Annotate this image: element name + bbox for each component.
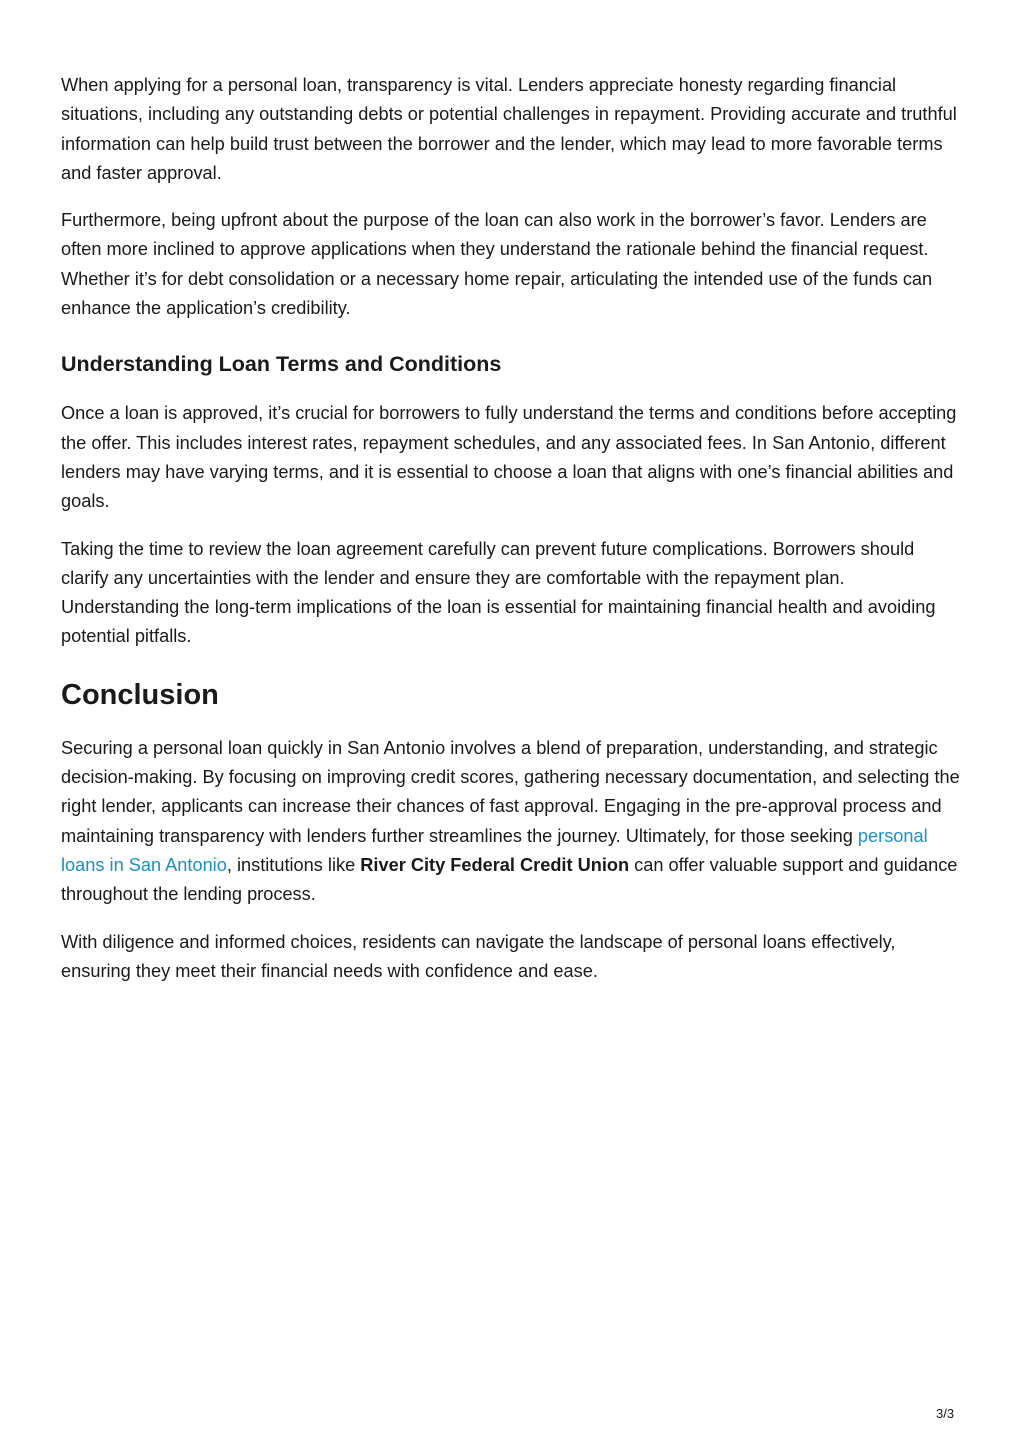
paragraph-transparency: When applying for a personal loan, transparency is vital. Lenders appreciate honesty regarding financial situations, including any outstanding debts or potential challenges in repayment. Providing accurate and truthful information can help build trust between the borrower and the lender, which may lead to more favorable terms and faster approval.: [61, 75, 957, 183]
paragraph-closing: With diligence and informed choices, residents can navigate the landscape of personal loans effectively, ensuring they meet their financial needs with confidence and ease.: [61, 931, 896, 981]
paragraph-review-agreement: Taking the time to review the loan agreement carefully can prevent future complications. Borrowers should clarify any uncertainties with the lender and ensure they are comfortable with the repayment plan. Understanding the long-term implications of the loan is essential for maintaining financial health and avoiding potential pitfalls.: [61, 538, 936, 647]
personal-loans-link[interactable]: personal loans in San Antonio: [61, 825, 928, 875]
conclusion-text-end: can offer valuable support and guidance throughout the lending process.: [61, 854, 958, 905]
conclusion-text-middle: , institutions like: [226, 854, 361, 875]
conclusion-text-start: Securing a personal loan quickly in San Antonio involves a blend of preparation, understanding, and strategic decision-making. By focusing on improving credit scores, gathering necessary documentation, and selecting the right lender, applicants can increase their chances of fast approval. Engaging in the pre-approval process and maintaining transparency with lenders further streamlines the journey. Ultimately, for those seeking: [61, 737, 960, 846]
heading-loan-terms: Understanding Loan Terms and Conditions: [61, 352, 502, 377]
credit-union-name: River City Federal Credit Union: [360, 854, 630, 875]
document-body: [61, 71, 963, 1004]
paragraph-terms-understanding: Once a loan is approved, it’s crucial for borrowers to fully understand the terms and conditions before accepting the offer. This includes interest rates, repayment schedules, and any associated fees. In San Antonio, different lenders may have varying terms, and it is essential to choose a loan that aligns with one’s financial abilities and goals.: [61, 403, 957, 512]
paragraph-conclusion-summary: [61, 734, 963, 910]
heading-conclusion: Conclusion: [61, 678, 219, 711]
paragraph-loan-purpose: Furthermore, being upfront about the purpose of the loan can also work in the borrower’s favor. Lenders are often more inclined to approve applications when they understand the rationale behind the financial request. Whether it’s for debt consolidation or a necessary home repair, articulating the intended use of the funds can enhance the application’s credibility.: [61, 210, 933, 319]
page-number: 3/3: [936, 1406, 955, 1421]
